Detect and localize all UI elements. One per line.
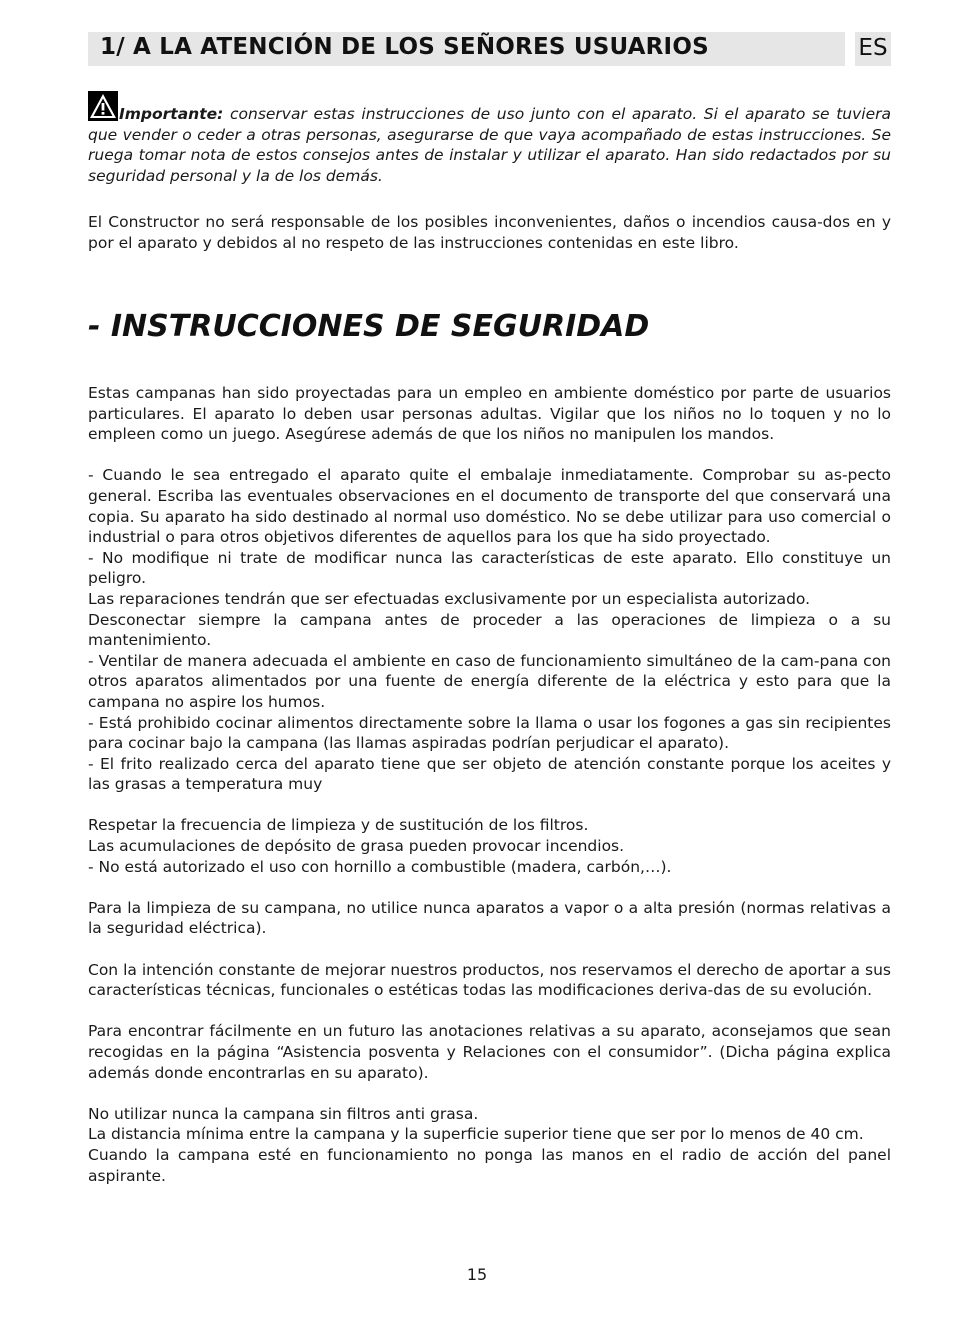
paragraph-15: No utilizar nunca la campana sin filtros anti grasa. xyxy=(88,1104,479,1123)
important-label: Importante: xyxy=(119,105,224,123)
paragraph-3: - No modifique ni trate de modificar nunca las características de este aparato. Ello constituye un peligro. xyxy=(88,548,891,588)
paragraph-14: Para encontrar fácilmente en un futuro las anotaciones relativas a su aparato, aconsejamos que sean recogidas en la página “Asistencia posventa y Relaciones con el consumidor”. (Dicha página explica además donde encontrarlas en su aparato). xyxy=(88,1022,891,1082)
section-header-bar xyxy=(88,32,845,66)
page-number: 15 xyxy=(466,1265,488,1284)
important-notice xyxy=(88,91,891,186)
language-badge: ES xyxy=(855,32,891,66)
paragraph-4: Las reparaciones tendrán que ser efectuadas exclusivamente por un especialista autorizado. xyxy=(88,589,811,608)
paragraph-9: Respetar la frecuencia de limpieza y de sustitución de los filtros. xyxy=(88,816,589,835)
paragraph-13: Con la intención constante de mejorar nuestros productos, nos reservamos el derecho de aportar a sus características técnicas, funcionales o estéticas todas las modificaciones deriva-das de su evolución. xyxy=(88,960,891,1000)
warning-triangle-icon xyxy=(88,91,118,121)
constructor-note xyxy=(88,212,891,253)
safety-instructions-body xyxy=(88,383,891,1186)
paragraph-5: Desconectar siempre la campana antes de proceder a las operaciones de limpieza o a su mantenimiento. xyxy=(88,610,891,650)
paragraph-11: - No está autorizado el uso con hornillo a combustible (madera, carbón,…). xyxy=(88,857,672,876)
paragraph-17: Cuando la campana esté en funcionamiento no ponga las manos en el radio de acción del panel aspirante. xyxy=(88,1145,891,1185)
paragraph-2: - Cuando le sea entregado el aparato quite el embalaje inmediatamente. Comprobar su as-pecto general. Escriba las eventuales observaciones en el documento de transporte del que conservará una copia. Su aparato ha sido destinado al normal uso doméstico. No se debe utilizar para uso comercial o industrial o para otros objetivos diferentes de aquellos para los que ha sido proyectado. xyxy=(88,466,891,547)
constructor-paragraph: El Constructor no será responsable de los posibles inconvenientes, daños o incendios causa-dos en y por el aparato y debidos al no respeto de las instrucciones contenidas en este libro. xyxy=(88,213,891,252)
paragraph-8: - El frito realizado cerca del aparato tiene que ser objeto de atención constante porque los aceites y las grasas a temperatura muy xyxy=(88,754,891,794)
section-title: - INSTRUCCIONES DE SEGURIDAD xyxy=(88,309,650,344)
paragraph-16: La distancia mínima entre la campana y la superficie superior tiene que ser por lo menos de 40 cm. xyxy=(88,1125,864,1144)
paragraph-1: Estas campanas han sido proyectadas para un empleo en ambiente doméstico por parte de usuarios particulares. El aparato lo deben usar personas adultas. Vigilar que los niños no lo toquen y no lo empleen como un juego. Asegúrese además de que los niños no manipulen los mandos. xyxy=(88,384,891,444)
paragraph-12: Para la limpieza de su campana, no utilice nunca aparatos a vapor o a alta presión (normas relativas a la seguridad eléctrica). xyxy=(88,898,891,938)
paragraph-7: - Está prohibido cocinar alimentos directamente sobre la llama o usar los fogones a gas sin recipientes para cocinar bajo la campana (las llamas aspiradas podrían perjudicar el aparato). xyxy=(88,713,891,753)
paragraph-6: - Ventilar de manera adecuada el ambiente en caso de funcionamiento simultáneo de la cam-pana con otros aparatos alimentados por una fuente de energía diferente de la eléctrica y esto para que la campana no aspire los humos. xyxy=(88,651,891,711)
paragraph-10: Las acumulaciones de depósito de grasa pueden provocar incendios. xyxy=(88,837,625,856)
section-header-title: 1/ A LA ATENCIÓN DE LOS SEÑORES USUARIOS xyxy=(100,34,709,60)
important-text: conservar estas instrucciones de uso junto con el aparato. Si el aparato se tuviera que vender o ceder a otras personas, asegurarse de que vaya acompañado de estas instrucciones. Se ruega tomar nota de estos consejos antes de instalar y utilizar el aparato. Han sido redactados por su seguridad personal y la de los demás. xyxy=(88,105,891,185)
important-paragraph xyxy=(88,91,891,186)
